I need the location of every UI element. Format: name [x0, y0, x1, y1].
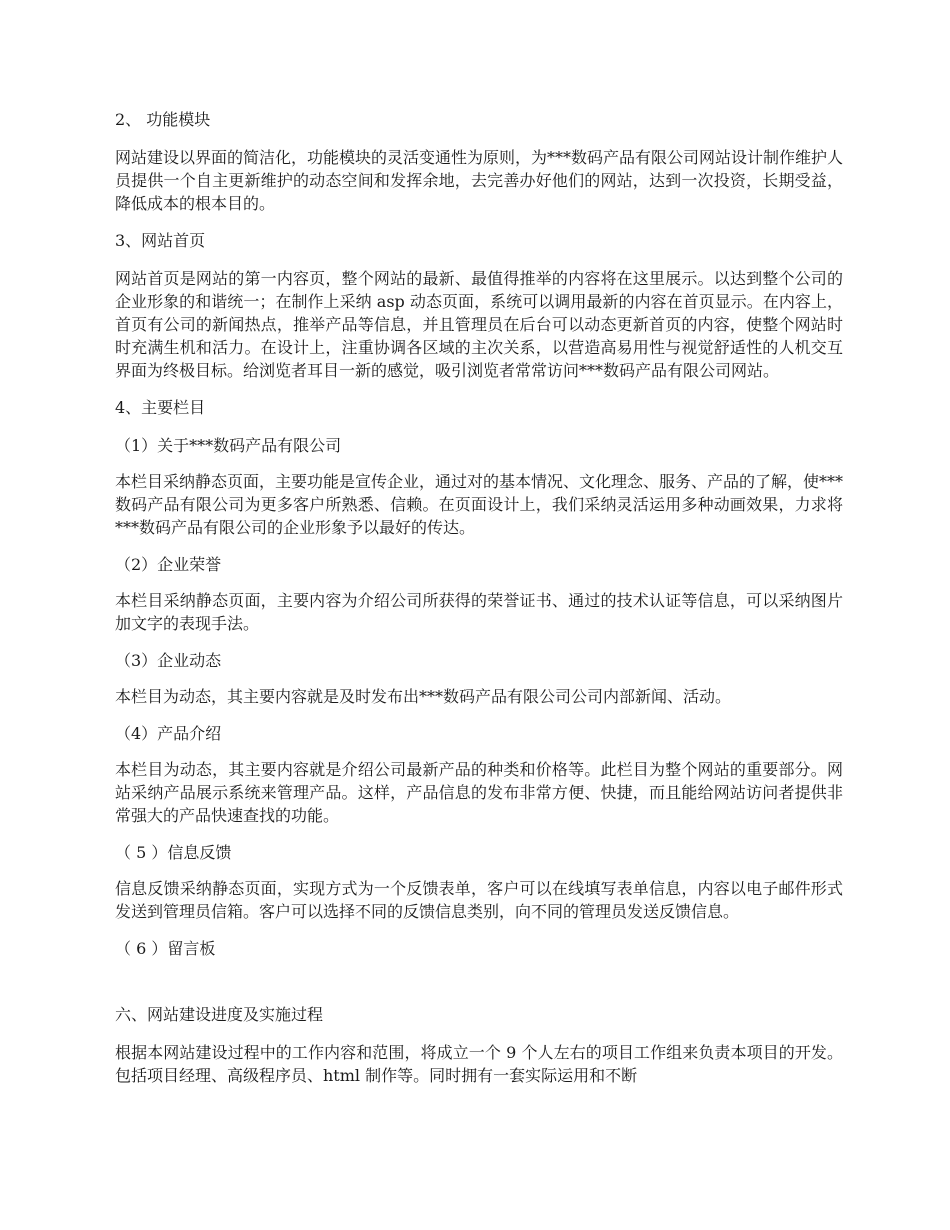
subheading-products: （4）产品介绍 — [115, 724, 222, 743]
section-heading-homepage: 3、网站首页 — [115, 231, 206, 250]
paragraph-about: 本栏目采纳静态页面，主要功能是宣传企业，通过对的基本情况、文化理念、服务、产品的了解，使***数码产品有限公司为更多客户所熟悉、信赖。在页面设计上，我们采纳灵活运用多种动画效果，力求将***数码产品有限公司的企业形象予以最好的传达。 — [115, 472, 844, 537]
subheading-honors: （2）企业荣誉 — [115, 555, 222, 574]
paragraph-homepage: 网站首页是网站的第一内容页，整个网站的最新、最值得推举的内容将在这里展示。以达到整个公司的企业形象的和谐统一；在制作上采纳 asp 动态页面，系统可以调用最新的内容在首页显示。在内容上，首页有公司的新闻热点，推举产品等信息，并且管理员在后台可以动态更新首页的内容，使整个网站时时充满生机和活力。在设计上，注重协调各区域的主次关系，以营造高易用性与视觉舒适性的人机交互界面为终极目标。给浏览者耳目一新的感觉，吸引浏览者常常访问***数码产品有限公司网站。 — [115, 269, 843, 380]
subheading-feedback: （ 5 ）信息反馈 — [115, 843, 232, 862]
paragraph-module: 网站建设以界面的简洁化，功能模块的灵活变通性为原则，为***数码产品有限公司网站设计制作维护人员提供一个自主更新维护的动态空间和发挥余地，去完善办好他们的网站，达到一次投资，长期受益，降低成本的根本目的。 — [115, 148, 844, 213]
subheading-about: （1）关于***数码产品有限公司 — [115, 436, 342, 455]
subheading-guestbook: （ 6 ）留言板 — [115, 939, 216, 958]
section-heading-module: 2、 功能模块 — [115, 110, 211, 129]
section-heading-progress: 六、网站建设进度及实施过程 — [115, 1005, 324, 1024]
subheading-news: （3）企业动态 — [115, 651, 222, 670]
paragraph-feedback: 信息反馈采纳静态页面，实现方式为一个反馈表单，客户可以在线填写表单信息，内容以电子邮件形式发送到管理员信箱。客户可以选择不同的反馈信息类别，向不同的管理员发送反馈信息。 — [115, 879, 843, 921]
paragraph-honors: 本栏目采纳静态页面，主要内容为介绍公司所获得的荣誉证书、通过的技术认证等信息，可以采纳图片加文字的表现手法。 — [115, 591, 843, 633]
document-body — [115, 108, 843, 1101]
section-heading-columns: 4、主要栏目 — [115, 398, 206, 417]
paragraph-products: 本栏目为动态，其主要内容就是介绍公司最新产品的种类和价格等。此栏目为整个网站的重要部分。网站采纳产品展示系统来管理产品。这样，产品信息的发布非常方便、快捷，而且能给网站访问者提供非常强大的产品快速查找的功能。 — [115, 760, 843, 825]
paragraph-news: 本栏目为动态，其主要内容就是及时发布出***数码产品有限公司公司内部新闻、活动。 — [115, 687, 732, 706]
paragraph-progress: 根据本网站建设过程中的工作内容和范围，将成立一个 9 个人左右的项目工作组来负责本项目的开发。包括项目经理、高级程序员、html 制作等。同时拥有一套实际运用和不断 — [115, 1043, 843, 1085]
spacer — [115, 973, 843, 1003]
